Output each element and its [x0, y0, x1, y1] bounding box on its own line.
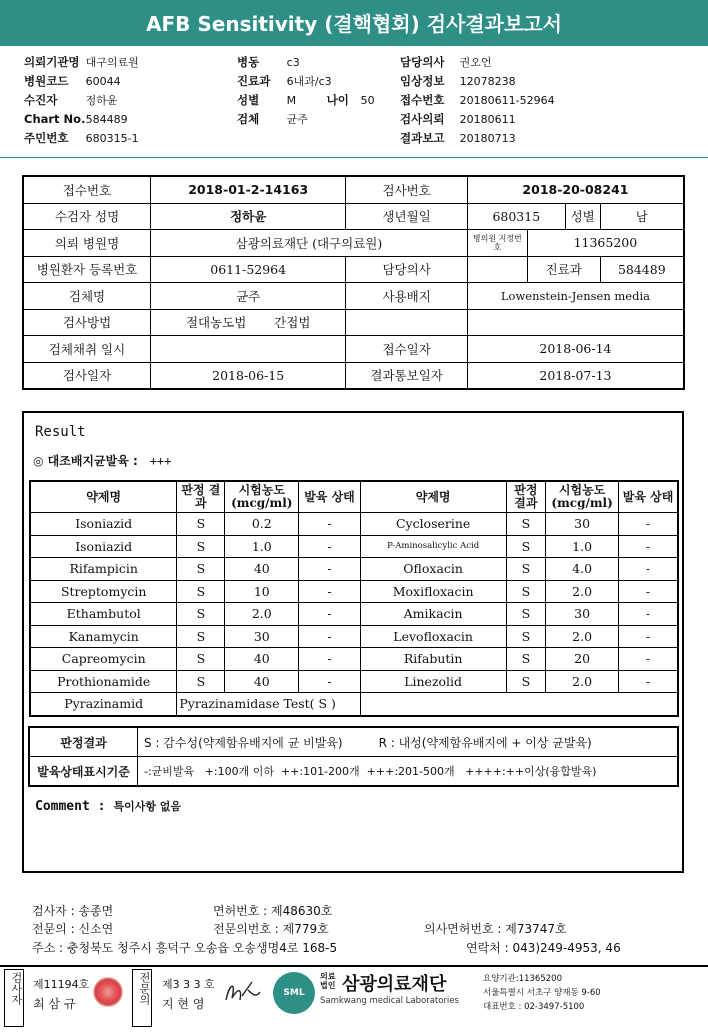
- header-col1: 의뢰기관명 대구의료원 병원코드 60044 수진자 정하윤 Chart No. 584489 주민번호 680315-1: [24, 55, 139, 145]
- table-cell: S: [177, 648, 225, 671]
- table-cell: -: [299, 513, 360, 536]
- table-cell: S: [177, 535, 225, 558]
- table-row: [30, 513, 678, 536]
- tester-number: 제11194호: [33, 978, 90, 991]
- table-cell: -: [299, 648, 360, 671]
- footer-phone: 연락처 : 043)249-4953, 46: [466, 941, 621, 955]
- table-cell: 40: [225, 558, 299, 581]
- legend-table: 판정결과 S : 감수성(약제함유배지에 균 비발육) R : 내성(약제함유배지에 + 이상 균발육) 발육상태표시기준 -:균비발육 +:100개 이하 ++:101-200개 +++:201-500개 ++++:++이상(융합발육): [28, 726, 679, 787]
- table-cell: 1.0: [225, 535, 299, 558]
- table-cell: 40: [225, 670, 299, 693]
- table-cell: -: [619, 513, 678, 536]
- table-cell: 30: [546, 513, 619, 536]
- specialist-number: 제3 3 3 호: [162, 978, 215, 991]
- table-cell: Streptomycin: [30, 580, 177, 603]
- patient-info-table: 접수번호 2018-01-2-14163 검사번호 2018-20-08241 수검자 성명 정하윤 생년월일 680315 성별 남 의뢰 병원명 삼광의료재단 (대구의료원) 병의원 지정번호 11365200 병원환자 등록번호 0611-52964 담당의사 진료과 584489 검체명 균주 사용배지 Lowenstein-Jensen media 검사방법 절대농도법 간접법 검체채취 일시 접수일자 2018-06-14 검사일자 2018-06-15 결과통보일자 2018-07-13: [22, 175, 685, 390]
- table-cell: S: [506, 513, 546, 536]
- header-col2: 병동 c3 진료과 6내과/c3 성별 M 나이 50 검체 균주: [237, 55, 375, 126]
- control-growth: ◎ 대조배지균발육 : +++: [33, 454, 172, 468]
- table-cell: 10: [225, 580, 299, 603]
- result-title: Result: [35, 424, 86, 440]
- org-code: 요양기관:11365200: [483, 974, 562, 984]
- table-cell: 4.0: [546, 558, 619, 581]
- org-name: 삼광의료재단: [342, 974, 447, 995]
- table-row: [30, 648, 678, 671]
- footer-specialist-no: 전문의번호 : 제779호: [213, 922, 329, 936]
- table-cell: Kanamycin: [30, 625, 177, 648]
- table-cell: S: [506, 648, 546, 671]
- table-cell: 2.0: [546, 625, 619, 648]
- table-cell: Isoniazid: [30, 535, 177, 558]
- header-col3: 담당의사 권오언 임상정보 12078238 접수번호 20180611-52964 검사의뢰 20180611 결과보고 20180713: [400, 55, 555, 145]
- table-cell: -: [619, 558, 678, 581]
- table-cell: Prothionamide: [30, 670, 177, 693]
- table-cell: S: [506, 625, 546, 648]
- table-cell: -: [619, 625, 678, 648]
- table-cell: S: [506, 670, 546, 693]
- table-cell: Ethambutol: [30, 603, 177, 626]
- table-row: [30, 580, 678, 603]
- table-row: [30, 625, 678, 648]
- footer-specialist: 전문의 : 신소연: [32, 922, 114, 936]
- table-cell: Pyrazinamid: [30, 693, 177, 716]
- table-cell: -: [299, 580, 360, 603]
- table-cell: Pyrazinamidase Test( S ): [177, 693, 360, 716]
- table-cell: 40: [225, 648, 299, 671]
- table-cell: [360, 693, 678, 716]
- tester-name: 최 삼 규: [33, 997, 76, 1011]
- table-row: [30, 670, 678, 693]
- org-address: 서울특별시 서초구 양재동 9-60: [483, 988, 601, 998]
- table-cell: Cycloserine: [360, 513, 506, 536]
- table-cell: Moxifloxacin: [360, 580, 506, 603]
- table-cell: -: [299, 558, 360, 581]
- table-cell: S: [506, 603, 546, 626]
- table-cell: Levofloxacin: [360, 625, 506, 648]
- table-cell: S: [177, 558, 225, 581]
- table-cell: -: [619, 535, 678, 558]
- specialist-name: 지 현 영: [162, 997, 205, 1011]
- table-cell: Linezolid: [360, 670, 506, 693]
- table-cell: -: [299, 603, 360, 626]
- table-cell: Ofloxacin: [360, 558, 506, 581]
- seal-stamp-icon: [93, 977, 123, 1007]
- table-cell: 1.0: [546, 535, 619, 558]
- footer-doctor-license: 의사면허번호 : 제73747호: [424, 922, 567, 936]
- footer-tester: 검사자 : 송종면: [32, 904, 114, 918]
- org-prefix: 의료법인: [320, 972, 336, 990]
- footer-address: 주소 : 충청북도 청주시 흥덕구 오송읍 오송생명4로 168-5: [32, 941, 338, 955]
- sml-logo-icon: SML: [273, 972, 315, 1014]
- comment: Comment : 특이사항 없음: [35, 799, 182, 814]
- table-cell: Rifabutin: [360, 648, 506, 671]
- specialist-vertical-label: 전문의: [138, 972, 151, 1005]
- table-cell: S: [506, 535, 546, 558]
- table-cell: S: [506, 580, 546, 603]
- report-title: AFB Sensitivity (결핵협회) 검사결과보고서: [0, 0, 708, 46]
- table-row: [30, 535, 678, 558]
- table-cell: Amikacin: [360, 603, 506, 626]
- table-cell: 20: [546, 648, 619, 671]
- table-cell: Capreomycin: [30, 648, 177, 671]
- susceptibility-table: [29, 480, 679, 717]
- table-cell: Rifampicin: [30, 558, 177, 581]
- table-cell: -: [619, 648, 678, 671]
- header-divider: [0, 157, 708, 158]
- org-english-name: Samkwang medical Laboratories: [320, 996, 459, 1006]
- table-cell: S: [177, 603, 225, 626]
- table-cell: -: [299, 535, 360, 558]
- table-cell: S: [177, 670, 225, 693]
- table-cell: 30: [546, 603, 619, 626]
- table-cell: -: [619, 580, 678, 603]
- table-header-row: 약제명 판정 결과 시험농도 (mcg/ml) 발육 상태 약제명 판정 결과 시험농도 (mcg/ml) 발육 상태: [30, 481, 678, 513]
- table-row: [30, 603, 678, 626]
- table-cell: 2.0: [225, 603, 299, 626]
- table-cell: P-Aminosalicylic Acid: [360, 535, 506, 558]
- table-row: [30, 558, 678, 581]
- signature-icon: [222, 978, 262, 1008]
- table-cell: Isoniazid: [30, 513, 177, 536]
- table-cell: 2.0: [546, 670, 619, 693]
- table-cell: S: [506, 558, 546, 581]
- table-cell: S: [177, 513, 225, 536]
- table-cell: -: [619, 670, 678, 693]
- table-row: [30, 693, 678, 716]
- table-cell: 30: [225, 625, 299, 648]
- table-cell: 2.0: [546, 580, 619, 603]
- org-tel: 대표번호 : 02-3497-5100: [483, 1002, 585, 1012]
- table-cell: S: [177, 625, 225, 648]
- footer-license: 면허번호 : 제48630호: [213, 904, 333, 918]
- table-cell: -: [619, 603, 678, 626]
- table-cell: -: [299, 625, 360, 648]
- table-cell: S: [177, 580, 225, 603]
- table-cell: 0.2: [225, 513, 299, 536]
- tester-vertical-label: 검사자: [10, 972, 23, 1005]
- table-cell: -: [299, 670, 360, 693]
